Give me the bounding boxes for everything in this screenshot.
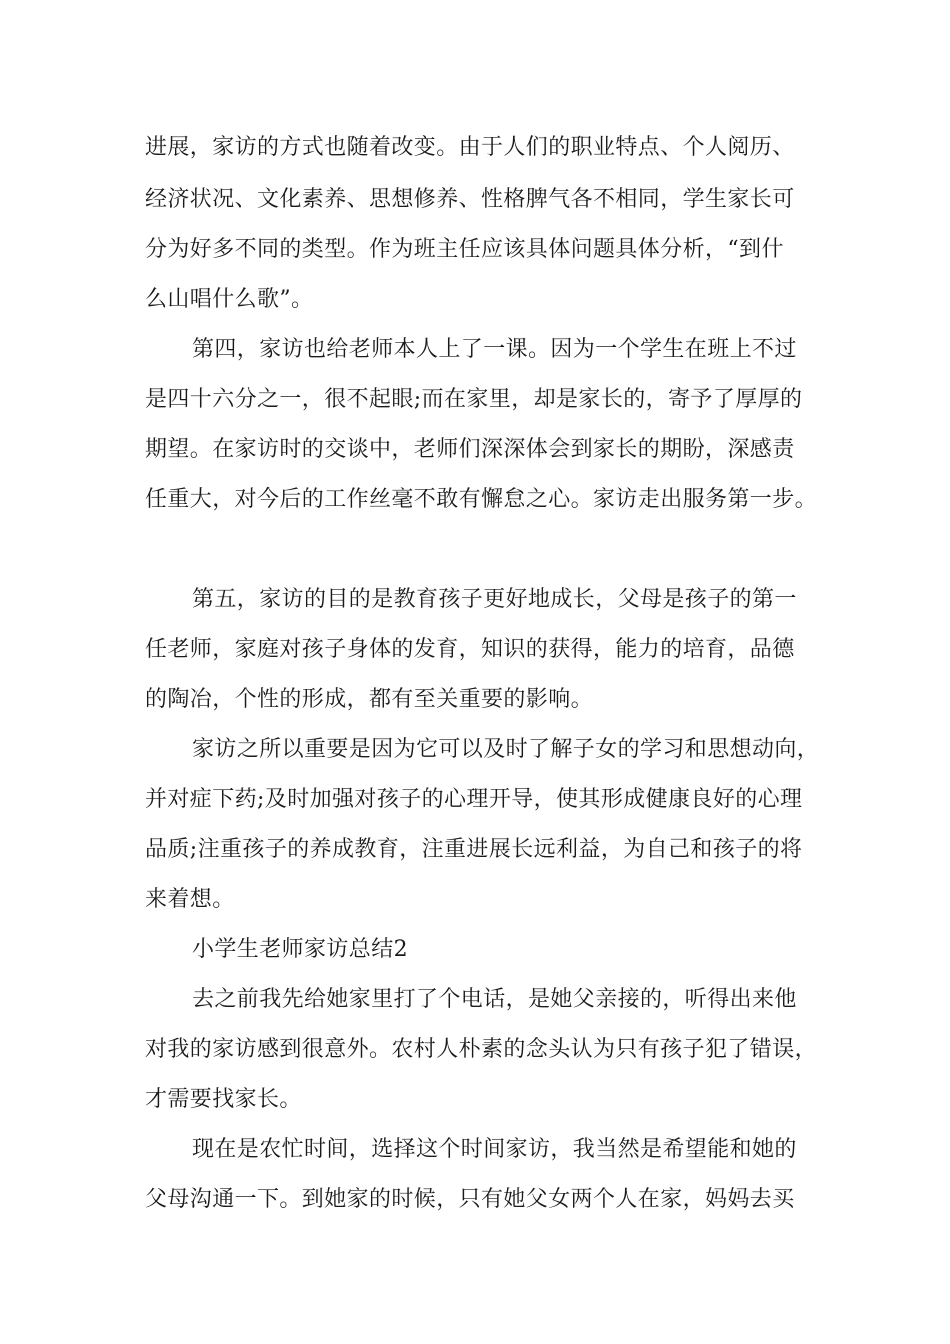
text-line: 品质;注重孩子的养成教育，注重进展长远利益，为自己和孩子的将 xyxy=(145,837,803,862)
text-line: 才需要找家长。 xyxy=(145,1087,302,1112)
text-line: 去之前我先给她家里打了个电话，是她父亲接的，听得出来他 xyxy=(192,987,797,1012)
text-line: 的陶冶，个性的形成，都有至关重要的影响。 xyxy=(145,687,594,712)
text-line: 并对症下药;及时加强对孩子的心理开导，使其形成健康良好的心理 xyxy=(145,787,803,812)
text-line: 任重大，对今后的工作丝毫不敢有懈怠之心。家访走出服务第一步。 xyxy=(145,487,818,512)
text-line: 对我的家访感到很意外。农村人朴素的念头认为只有孩子犯了错误， xyxy=(145,1037,818,1062)
text-line: 进展，家访的方式也随着改变。由于人们的职业特点、个人阅历、 xyxy=(145,135,795,160)
text-line: 父母沟通一下。到她家的时候，只有她父女两个人在家，妈妈去买 xyxy=(145,1187,795,1212)
text-line: 经济状况、文化素养、思想修养、性格脾气各不相同，学生家长可 xyxy=(145,187,795,212)
text-line: 期望。在家访时的交谈中，老师们深深体会到家长的期盼，深感责 xyxy=(145,437,795,462)
text-line: 现在是农忙时间，选择这个时间家访，我当然是希望能和她的 xyxy=(192,1137,797,1162)
text-line: 分为好多不同的类型。作为班主任应该具体问题具体分析，“到什 xyxy=(145,237,784,262)
text-line: 家访之所以重要是因为它可以及时了解子女的学习和思想动向， xyxy=(192,737,820,762)
text-line: 么山唱什么歌”。 xyxy=(145,287,314,312)
section-heading: 小学生老师家访总结2 xyxy=(192,937,408,962)
text-line: 任老师，家庭对孩子身体的发育，知识的获得，能力的培育，品德 xyxy=(145,637,795,662)
text-line: 是四十六分之一，很不起眼;而在家里，却是家长的，寄予了厚厚的 xyxy=(145,387,803,412)
text-line: 第五，家访的目的是教育孩子更好地成长，父母是孩子的第一 xyxy=(192,587,797,612)
text-line: 第四，家访也给老师本人上了一课。因为一个学生在班上不过 xyxy=(192,337,797,362)
text-line: 来着想。 xyxy=(145,887,235,912)
